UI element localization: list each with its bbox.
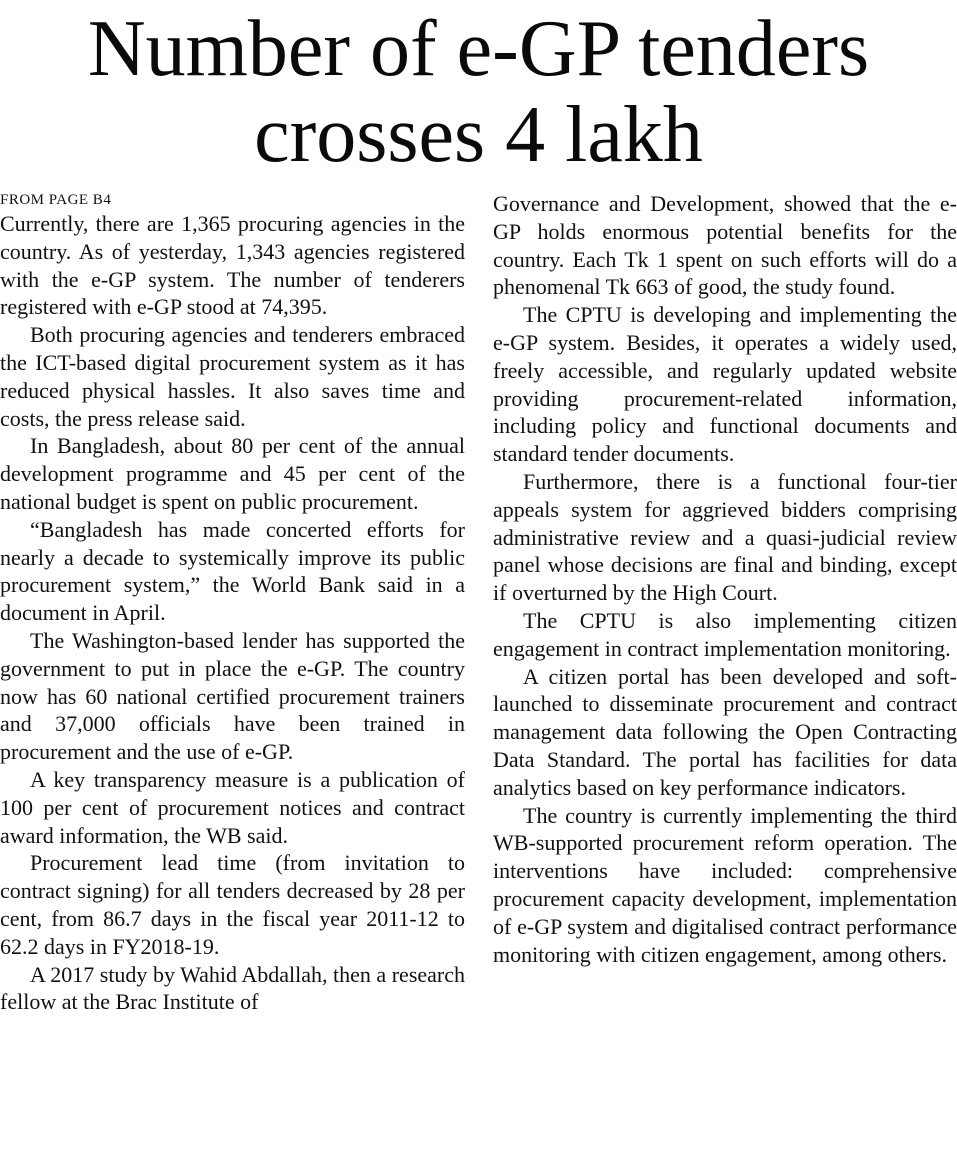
paragraph: The CPTU is also implementing citizen engagement in contract implementation monitoring. — [493, 607, 957, 661]
article-column-right — [493, 190, 957, 968]
paragraph: The CPTU is developing and implementing the e-GP system. Besides, it operates a widely used, freely accessible, and regularly updated website providing procurement-related information, including policy and functional documents and standard tender documents. — [493, 302, 957, 467]
paragraph: Currently, there are 1,365 procuring agencies in the country. As of yesterday, 1,343 agencies registered with the e-GP system. The number of tenderers registered with e-GP stood at 74,395. — [0, 211, 465, 320]
paragraph: Both procuring agencies and tenderers embraced the ICT-based digital procurement system as it has reduced physical hassles. It also saves time and costs, the press release said. — [0, 322, 465, 431]
continued-from-label: FROM PAGE B4 — [0, 192, 112, 208]
paragraph: A 2017 study by Wahid Abdallah, then a research fellow at the Brac Institute of — [0, 961, 465, 1015]
paragraph: Governance and Development, showed that the e-GP holds enormous potential benefits for the country. Each Tk 1 spent on such efforts will do a phenomenal Tk 663 of good, the study found. — [493, 191, 957, 300]
paragraph: The Washington-based lender has supported the government to put in place the e-GP. The country now has 60 national certified procurement trainers and 37,000 officials have been trained in procurement and the use of e-GP. — [0, 627, 465, 765]
paragraph: Procurement lead time (from invitation to contract signing) for all tenders decreased by 28 per cent, from 86.7 days in the fiscal year 2011-12 to 62.2 days in FY2018-19. — [0, 850, 465, 959]
headline-line-1: Number of e-GP tenders — [87, 5, 870, 93]
paragraph: “Bangladesh has made concerted efforts for nearly a decade to systemically improve its public procurement system,” the World Bank said in a document in April. — [0, 516, 465, 626]
headline — [0, 6, 957, 178]
paragraph: A key transparency measure is a publication of 100 per cent of procurement notices and contract award information, the WB said. — [0, 766, 465, 848]
paragraph: In Bangladesh, about 80 per cent of the annual development programme and 45 per cent of the national budget is spent on public procurement. — [0, 433, 465, 514]
paragraph: A citizen portal has been developed and soft-launched to disseminate procurement and contract management data following the Open Contracting Data Standard. The portal has facilities for data analytics based on key performance indicators. — [493, 663, 957, 800]
headline-line-2: crosses 4 lakh — [254, 91, 703, 179]
paragraph: Furthermore, there is a functional four-tier appeals system for aggrieved bidders comprising administrative review and a quasi-judicial review panel whose decisions are final and binding, except if overturned by the High Court. — [493, 468, 957, 606]
paragraph: The country is currently implementing the third WB-supported procurement reform operation. The interventions have included: comprehensive procurement capacity development, implementation of e-GP system and digitalised contract performance monitoring with citizen engagement, among others. — [493, 802, 957, 967]
article-column-left — [0, 190, 465, 1016]
